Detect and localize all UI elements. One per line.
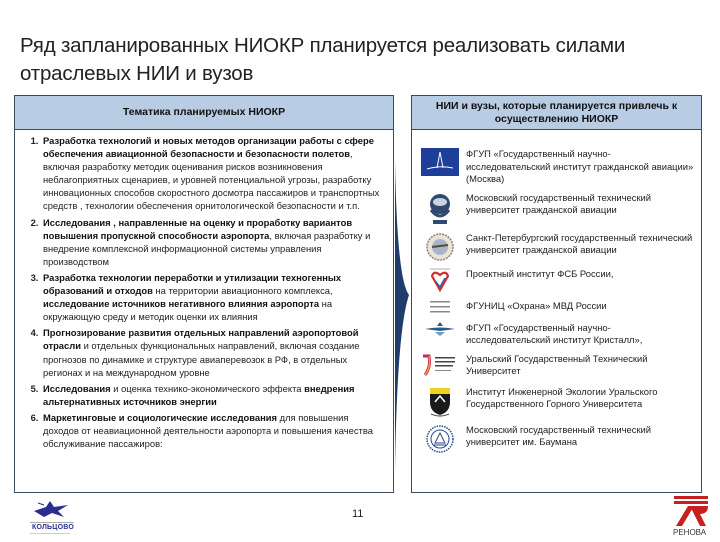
renova-logo-text: РЕНОВА [673, 528, 707, 537]
topic-text: и отдельных функциональных направлений, включая создание прогнозов по динамике и структуре авиаперевозок в РФ, в отдельных регионах и на международном уровне [43, 340, 360, 378]
institution-item [420, 386, 695, 418]
institution-item [420, 192, 695, 226]
topic-text: , включая разработку методик оценивания рисков возникновения неблагоприятных сценариев, и уровней потенциальной угрозы, разработку инновационных способов скоростного досмотра пассажиров и транспортных средств , технологии обеспечения орнитологической безопасности и т.п. [43, 148, 380, 212]
institution-name: Институт Инженерной Экологии Уральского Государственного Горного Университета [466, 385, 658, 409]
institution-item [420, 424, 695, 454]
institution-item [420, 322, 695, 347]
renova-emblem-icon [672, 494, 710, 528]
bmstu-logo-icon [420, 424, 460, 454]
koltsovo-logo-text: КОЛЬЦОВО [32, 524, 74, 531]
topic-text: на окружающую среду и методик оценки их влияния [43, 298, 333, 323]
topic-bold: Маркетинговые и социологические исследования [43, 411, 277, 423]
topic-text: , включая разработку и внедрение комплексной информационной системы управления производством [43, 229, 371, 267]
institution-item [420, 300, 695, 316]
institutions-list [412, 130, 701, 454]
topic-item [41, 134, 385, 213]
topic-bold: Исследования , направленные на оценку и проработку вариантов повышения пропускной способности аэропорта [43, 216, 353, 241]
topic-item [41, 411, 385, 450]
topic-bold: Прогнозирование развития отдельных направлений аэропортовой отрасли [43, 327, 359, 352]
topic-text: и оценка технико-экономического эффекта [110, 382, 305, 394]
mstuca-logo-icon [420, 192, 460, 226]
koltsovo-emblem-icon [28, 497, 78, 537]
institutions-header: НИИ и вузы, которые планируется привлечь к осуществлению НИОКР [412, 96, 701, 130]
topic-item [41, 216, 385, 268]
topic-item [41, 326, 385, 378]
institutions-panel [411, 95, 702, 493]
ursmu-logo-icon [420, 386, 460, 418]
topics-list [15, 130, 393, 450]
page-number: 11 [352, 508, 364, 520]
okhrana-logo-icon [420, 300, 460, 316]
institution-name: Проектный институт ФСБ России, [466, 267, 614, 279]
institution-name: Санкт-Петербургский государственный технический университет гражданской авиации [466, 231, 693, 255]
ustu-logo-icon [420, 353, 460, 377]
institution-name: ФГУП «Государственный научно-исследовательский институт Кристалл», [466, 321, 643, 345]
institution-name: Московский государственный технический университет гражданской авиации [466, 191, 652, 215]
institution-name: Уральский Государственный Технический Университет [466, 352, 648, 376]
koltsovo-logo [28, 497, 78, 537]
institution-item [420, 232, 695, 262]
institution-name: ФГУП «Государственный научно-исследовательский институт гражданской авиации» (Москва) [466, 148, 694, 184]
topic-bold: внедрения альтернативных источников энергии [43, 382, 355, 407]
institution-name: ФГУНИЦ «Охрана» МВД России [466, 299, 607, 311]
slide-title: Ряд запланированных НИОКР планируется реализовать силами отраслевых НИИ и вузов [20, 34, 626, 85]
topics-header: Тематика планируемых НИОКР [15, 96, 393, 130]
topic-bold: Исследования [43, 382, 111, 394]
right-arrow-icon [393, 160, 411, 472]
kristall-logo-icon [420, 322, 460, 338]
institution-item [420, 268, 695, 294]
spbguga-logo-icon [420, 232, 460, 262]
institution-item [420, 353, 695, 378]
topic-bold: Разработка технологий и новых методов организации работы с сфере обеспечения авиационной безопасности и безопасности полетов [43, 135, 374, 160]
fsb-institute-logo-icon [420, 268, 460, 294]
topic-text: для повышения доходов от неавиационной деятельности аэропорта и повышения качества обслуживание пассажиров: [43, 411, 373, 450]
institution-name: Московский государственный технический университет им. Баумана [466, 423, 652, 447]
gosniiga-logo-icon [420, 148, 460, 176]
topic-bold: исследование источников негативного влияния аэропорта [43, 298, 320, 310]
topic-bold: Разработка технологии переработки и утилизации техногенных образований и отходов [43, 271, 342, 297]
topics-panel [14, 95, 394, 493]
topic-item [41, 382, 385, 408]
topic-item [41, 271, 385, 323]
topic-text: на территории авиационного комплекса, [152, 285, 333, 297]
institution-item [420, 148, 695, 186]
renova-logo [672, 494, 710, 538]
